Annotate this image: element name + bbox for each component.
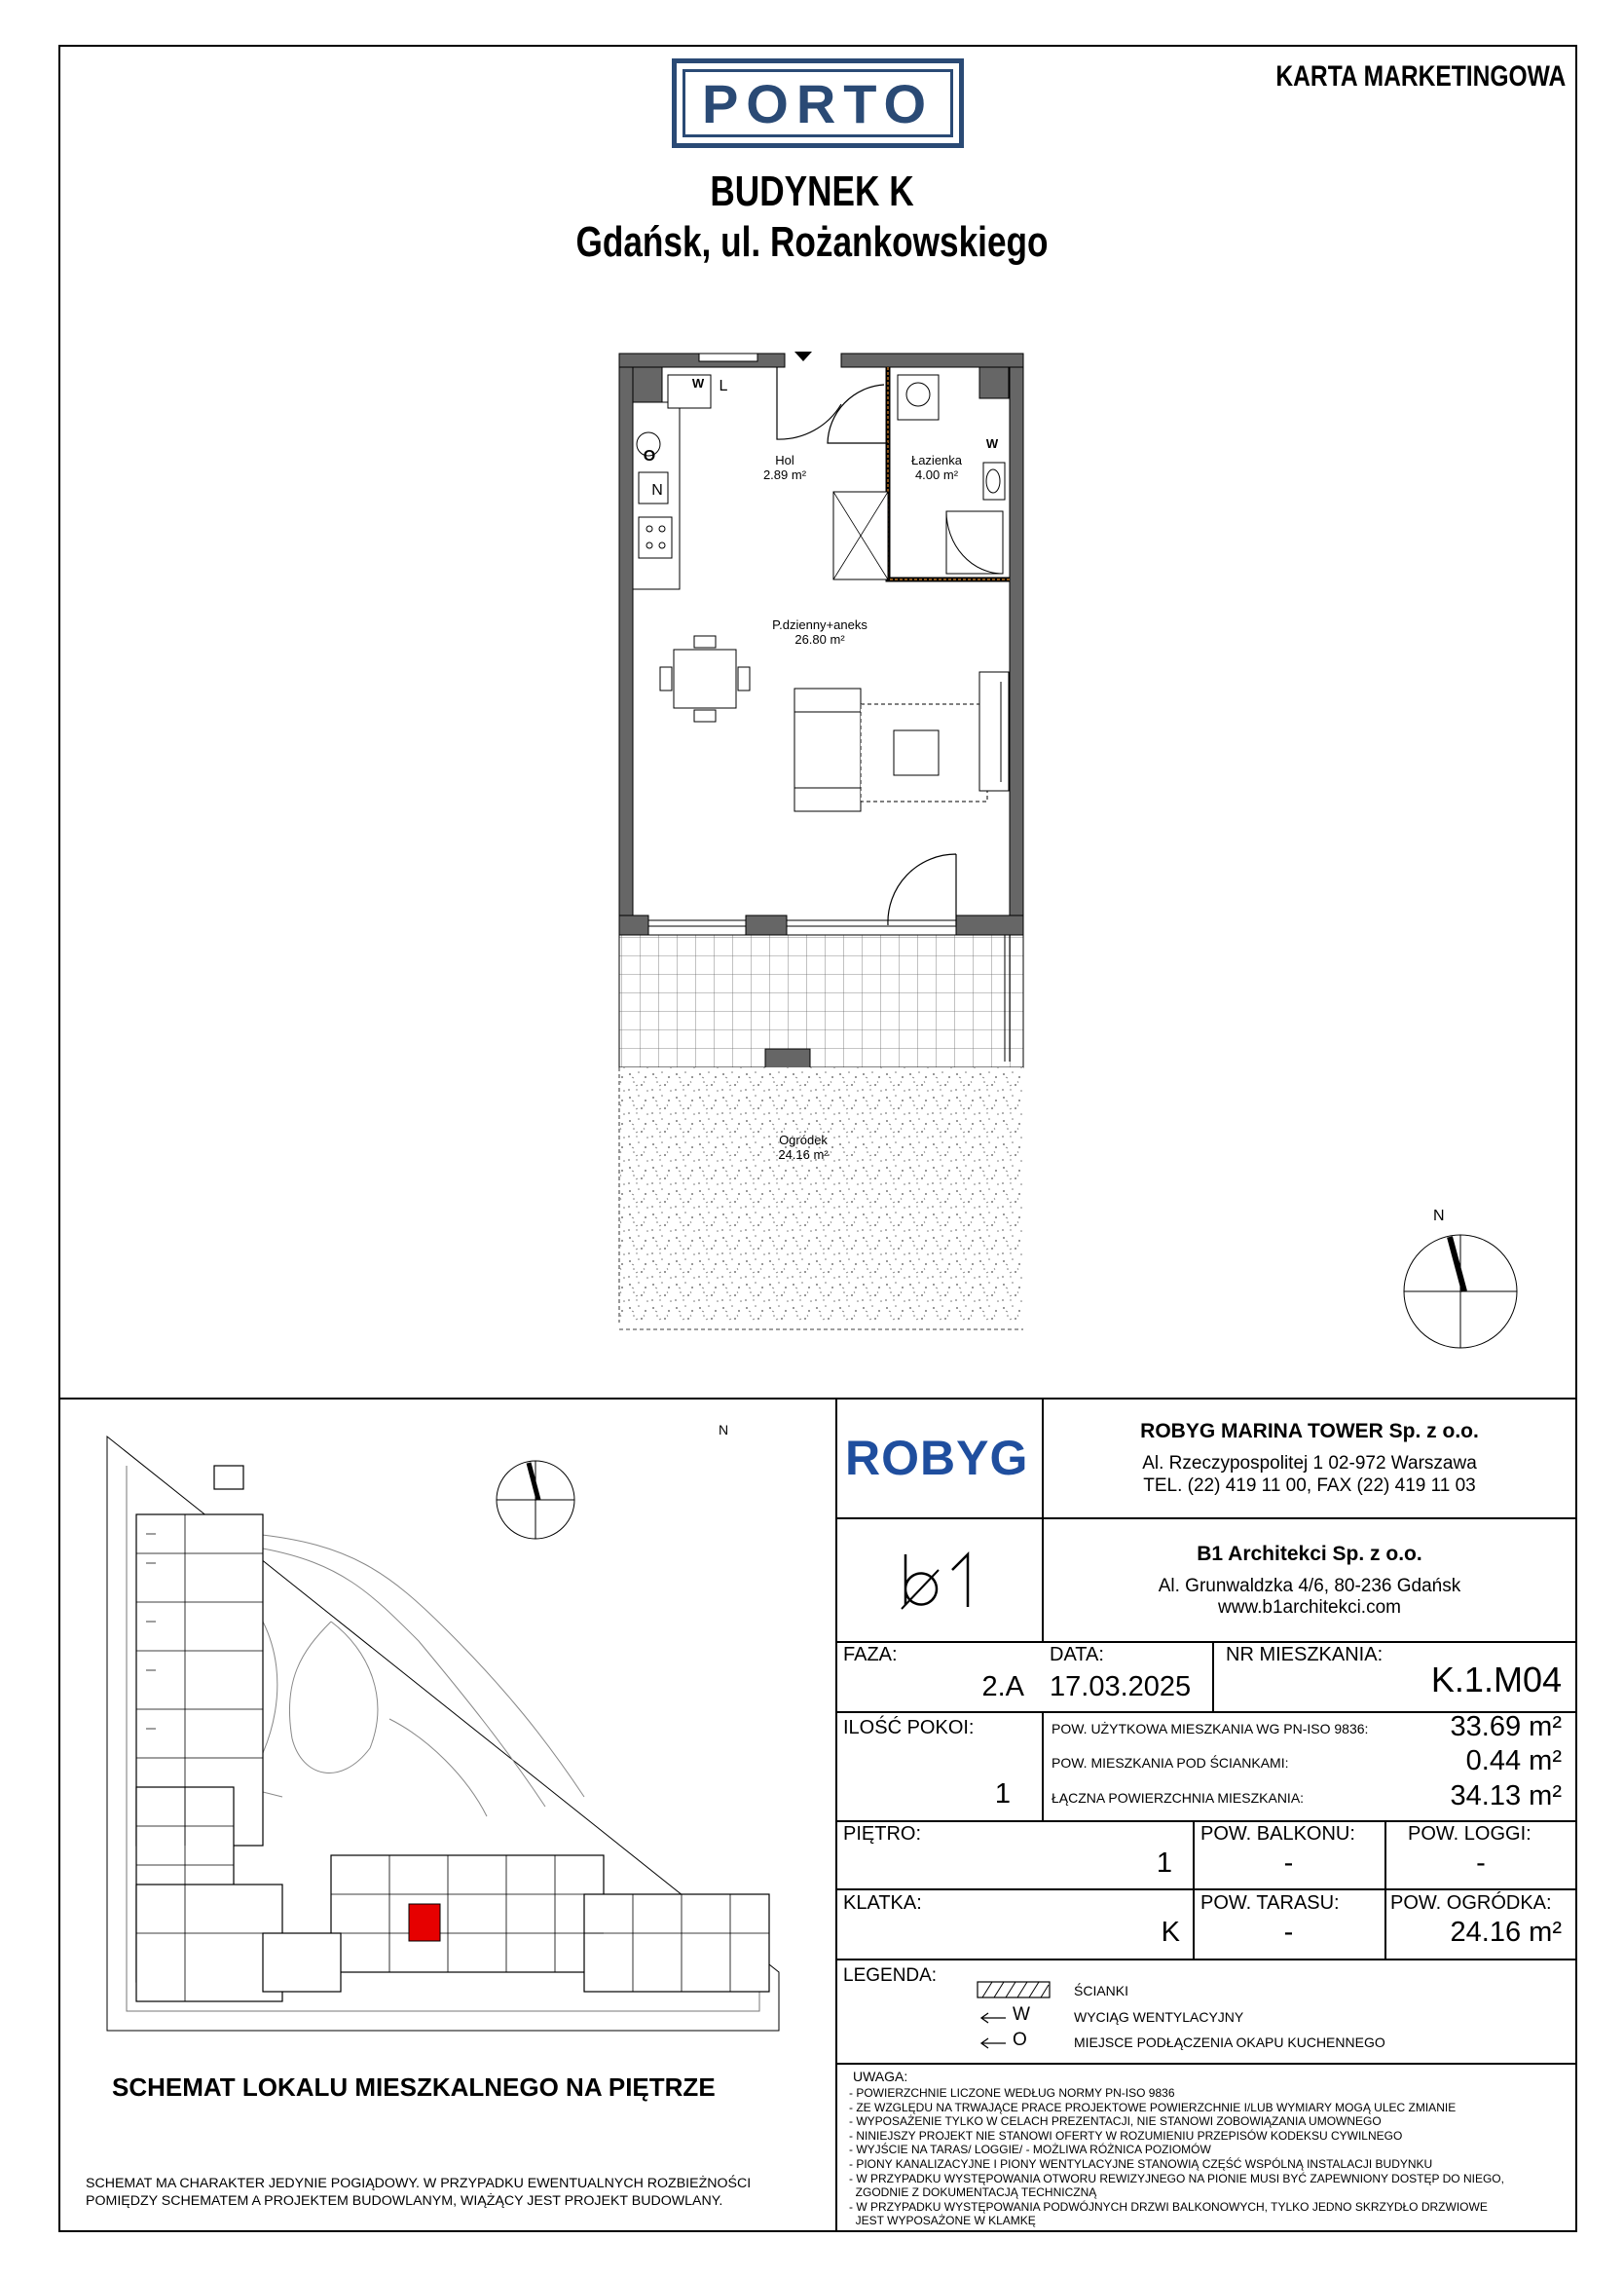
site-plan-caption: SCHEMAT LOKALU MIESZKALNEGO NA PIĘTRZE	[112, 2072, 716, 2102]
floor-plan	[604, 346, 1042, 1339]
legend-title: LEGENDA:	[843, 1965, 938, 1986]
wall-hatch-symbol	[977, 1981, 1051, 1998]
arrow-left-icon	[978, 2012, 1008, 2024]
taras-value: -	[1283, 1917, 1294, 1948]
nr-value: K.1.M04	[1430, 1660, 1562, 1699]
note-line: - WYJŚCIE NA TARAS/ LOGGIE/ - MOŻLIWA RÓŻNICA POZIOMÓW	[849, 2143, 1211, 2157]
room-living-name: P.dzienny+aneks	[772, 617, 867, 632]
pietro-value: 1	[1156, 1848, 1172, 1879]
developer-address: Al. Rzeczypospolitej 1 02-972 Warszawa	[1142, 1453, 1477, 1474]
loggia-label: POW. LOGGI:	[1408, 1823, 1532, 1845]
balkon-label: POW. BALKONU:	[1200, 1823, 1355, 1845]
ogrodek-label: POW. OGRÓDKA:	[1390, 1892, 1552, 1914]
legend-o-symbol: O	[1013, 2030, 1027, 2050]
vent-marker-bathroom: W	[985, 436, 999, 451]
note-line: - WYPOSAŻENIE TYLKO W CELACH PREZENTACJI, NIE STANOWI ZOBOWIĄZANIA UMOWNEGO	[849, 2114, 1382, 2129]
room-garden-name: Ogródek	[779, 1133, 828, 1147]
note-line: ZGODNIE Z DOKUMENTACJĄ TECHNICZNĄ	[849, 2185, 1097, 2200]
architect-web: www.b1architekci.com	[1218, 1597, 1401, 1618]
room-hol-area: 2.89 m²	[762, 467, 807, 482]
section-divider	[58, 1398, 1577, 1400]
pokoje-value: 1	[994, 1778, 1011, 1810]
pow-uzytkowa-value: 33.69 m²	[1450, 1711, 1562, 1742]
note-line: - NINIEJSZY PROJEKT NIE STANOWI OFERTY W ROZUMIENIU PRZEPISÓW KODEKSU CYWILNEGO	[849, 2128, 1403, 2143]
pow-scianki-label: POW. MIESZKANIA POD ŚCIANKAMI:	[1052, 1755, 1289, 1771]
pow-laczna-label: ŁĄCZNA POWIERZCHNIA MIESZKANIA:	[1052, 1790, 1305, 1806]
balkon-value: -	[1283, 1848, 1294, 1879]
developer-name: ROBYG MARINA TOWER Sp. z o.o.	[1140, 1420, 1479, 1442]
pow-laczna-value: 34.13 m²	[1450, 1780, 1562, 1811]
faza-label: FAZA:	[843, 1644, 898, 1665]
hood-marker: O	[643, 448, 656, 465]
developer-contact: TEL. (22) 419 11 00, FAX (22) 419 11 03	[1143, 1475, 1476, 1496]
north-label: N	[1433, 1208, 1445, 1224]
address-title: Gdańsk, ul. Rożankowskiego	[575, 218, 1049, 266]
pow-scianki-value: 0.44 m²	[1465, 1745, 1562, 1776]
note-line: - W PRZYPADKU WYSTĘPOWANIA PODWÓJNYCH DRZWI BALKONOWYCH, TYLKO JEDNO SKRZYDŁO DRZWIOWE	[849, 2199, 1488, 2214]
ogrodek-value: 24.16 m²	[1450, 1917, 1562, 1948]
faza-value: 2.A	[981, 1671, 1024, 1702]
data-label: DATA:	[1050, 1644, 1104, 1665]
b1-logo	[898, 1550, 979, 1611]
room-lazienka-name: Łazienka	[910, 453, 963, 467]
pietro-label: PIĘTRO:	[843, 1823, 922, 1845]
klatka-value: K	[1161, 1917, 1180, 1948]
document-type: KARTA MARKETINGOWA	[1275, 60, 1566, 93]
building-title: BUDYNEK K	[710, 168, 914, 215]
room-garden-area: 24.16 m²	[778, 1147, 829, 1162]
legend-walls: ŚCIANKI	[1074, 1983, 1129, 1998]
data-value: 17.03.2025	[1050, 1671, 1192, 1702]
disclaimer-line1: SCHEMAT MA CHARAKTER JEDYNIE POGIĄDOWY. W PRZYPADKU EWENTUALNYCH ROZBIEŻNOŚCI	[86, 2176, 752, 2191]
vent-marker-kitchen: W	[691, 376, 705, 391]
pow-uzytkowa-label: POW. UŻYTKOWA MIESZKANIA WG PN-ISO 9836:	[1052, 1721, 1369, 1736]
architect-name: B1 Architekci Sp. z o.o.	[1197, 1543, 1422, 1565]
fridge-marker: L	[719, 378, 728, 394]
robyg-logo: ROBYG	[845, 1431, 1029, 1485]
arrow-left-icon	[978, 2037, 1008, 2049]
compass-rose	[1398, 1206, 1525, 1352]
legend-vent: WYCIĄG WENTYLACYJNY	[1074, 2009, 1244, 2025]
loggia-value: -	[1476, 1848, 1486, 1879]
architect-address: Al. Grunwaldzka 4/6, 80-236 Gdańsk	[1158, 1576, 1461, 1596]
note-line: - W PRZYPADKU WYSTĘPOWANIA OTWORU REWIZYJNEGO NA PIONIE MUSI BYĆ ZAPEWNIONY DOSTĘP DO NIEGO,	[849, 2171, 1504, 2185]
site-north-label: N	[719, 1422, 729, 1437]
dishwasher-marker: N	[651, 482, 663, 499]
note-line: JEST WYPOSAŻONE W KLAMKĘ	[849, 2214, 1036, 2228]
porto-logo-text: PORTO	[683, 69, 953, 137]
note-line: - ZE WZGLĘDU NA TRWAJĄCE PRACE PROJEKTOWE POWIERZCHNIE I/LUB WYMIARY MOGĄ ULEC ZMIANIE	[849, 2100, 1457, 2114]
site-plan	[97, 1427, 798, 2070]
taras-label: POW. TARASU:	[1200, 1892, 1340, 1914]
legend-w-symbol: W	[1013, 2004, 1030, 2025]
room-lazienka-area: 4.00 m²	[914, 467, 959, 482]
legend-hood: MIEJSCE PODŁĄCZENIA OKAPU KUCHENNEGO	[1074, 2034, 1385, 2050]
disclaimer-line2: POMIĘDZY SCHEMATEM A PROJEKTEM BUDOWLANYM, WIĄŻĄCY JEST PROJEKT BUDOWLANY.	[86, 2193, 723, 2209]
porto-logo	[672, 58, 964, 148]
note-line: - PIONY KANALIZACYJNE I PIONY WENTYLACYJNE STANOWIĄ CZĘŚĆ WSPÓLNĄ INSTALACJI BUDYNKU	[849, 2157, 1433, 2171]
notes-title: UWAGA:	[853, 2069, 908, 2084]
klatka-label: KLATKA:	[843, 1892, 922, 1914]
room-living-area: 26.80 m²	[794, 632, 845, 647]
room-hol-name: Hol	[775, 453, 794, 467]
pokoje-label: ILOŚĆ POKOI:	[843, 1717, 975, 1738]
nr-label: NR MIESZKANIA:	[1226, 1644, 1384, 1665]
note-line: - POWIERZCHNIE LICZONE WEDŁUG NORMY PN-ISO 9836	[849, 2086, 1175, 2100]
